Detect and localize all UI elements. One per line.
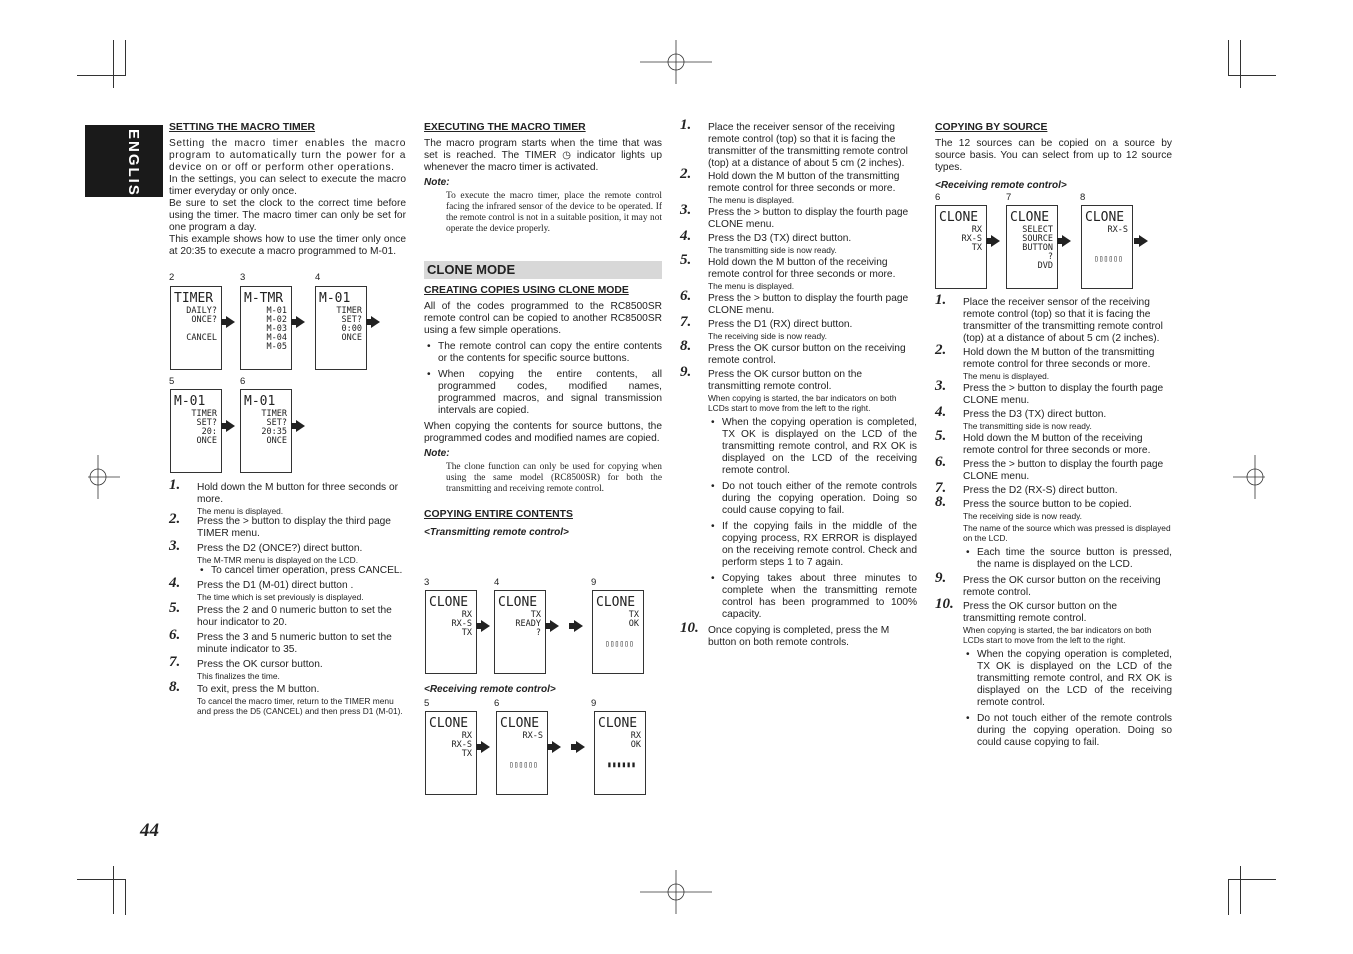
column-executing-clone — [424, 122, 662, 541]
step: 3. Press the > button to display the fourth page CLONE menu. — [680, 202, 909, 230]
step: 7. Press the D1 (RX) direct button. The receiving side is now ready. — [680, 314, 853, 341]
note-text: To execute the macro timer, place the remote control facing the infrared sensor of the device to be operated. If the remote control is not in a suitable position, it may not operate the device properly. — [446, 191, 662, 234]
column-copy-by-source — [935, 122, 1172, 194]
step: 5. Hold down the M button of the receiving remote control for three seconds or more. — [935, 428, 1151, 456]
figure-label: 9 — [591, 577, 597, 588]
macro-timer-steps — [169, 477, 406, 716]
lcd-display: M-01 TIMER SET? 20: ONCE — [170, 389, 222, 473]
subheading: <Receiving remote control> — [424, 684, 556, 695]
figure-label: 6 — [240, 376, 246, 387]
step: 8. Press the OK cursor button on the receiving remote control. — [680, 338, 906, 366]
lcd-display: TIMER DAILY? ONCE? CANCEL — [170, 286, 222, 370]
arrow-right-icon — [574, 620, 583, 632]
arrow-right-icon — [371, 316, 380, 328]
arrow-right-icon — [226, 316, 235, 328]
lcd-display: CLONE TX OK ▯▯▯▯▯▯ — [592, 590, 644, 674]
step: 2. Press the > button to display the third page TIMER menu. — [169, 511, 391, 539]
step: 4. Press the D3 (TX) direct button. The transmitting side is now ready. — [680, 228, 852, 255]
paragraph: The 12 sources can be copied on a source by source basis. You can select from up to 12 source types. — [935, 138, 1172, 173]
step: 7. Press the OK cursor button. This finalizes the time. — [169, 654, 323, 681]
section-title: EXECUTING THE MACRO TIMER — [424, 122, 586, 133]
section-title: COPYING BY SOURCE — [935, 122, 1048, 133]
step: 8. To exit, press the M button. To cancel the macro timer, return to the TIMER menu and press the D5 (CANCEL) and then press D1 (M-01). — [169, 679, 403, 716]
column-copy-entire-steps — [680, 117, 917, 649]
step: 8. Press the source button to be copied. The receiving side is now ready. The name of the source which was pressed is displayed on the LCD. • Each time the source button is pressed, the name is displayed on the LCD. — [935, 499, 1172, 571]
step: 9. Press the OK cursor button on the transmitting remote control. When copying is started, the bar indicators on both LCDs start to move from the left to the right. • When the copying operation is completed, TX OK is displayed on the LCD of the transmitting remote control, and RX OK is displayed on the LCD of the receiving remote control. • Do not touch either of the remote controls during the copying operation. Doing so could cause copying to fail. • If the copying fails in the middle of the copying process, RX ERROR is displayed on the receiving remote control. Check and perform steps 1 to 7 again. • Copying takes about three minutes to complete when the transmitting remote control has been programmed to 100% capacity. — [680, 369, 917, 621]
arrow-right-icon — [226, 420, 235, 432]
arrow-right-icon — [1062, 235, 1071, 247]
arrow-right-icon — [991, 235, 1000, 247]
figure-label: 2 — [169, 272, 175, 283]
lcd-display: M-TMR M-01 M-02 M-03 M-04 M-05 — [240, 286, 292, 370]
figure-label: 9 — [591, 698, 597, 709]
step: 2. Hold down the M button of the transmitting remote control for three seconds or more. The menu is displayed. — [680, 166, 900, 205]
arrow-right-icon — [296, 420, 305, 432]
step: 1. Place the receiver sensor of the receiving remote control (top) so that it is facing the transmitter of the transmitting remote control (top) at a distance of about 5 cm (2 inches). — [680, 117, 908, 169]
arrow-right-icon — [550, 620, 559, 632]
bullet: • The remote control can copy the entire contents or the contents for specific source buttons. — [424, 341, 662, 365]
paragraph: The macro program starts when the time that was set is reached. The TIMER ◷ indicator lights up whenever the macro timer is activated. — [424, 138, 662, 173]
note-label: Note: — [424, 177, 450, 188]
arrow-right-icon — [296, 316, 305, 328]
paragraph: Be sure to set the clock to the correct time before using the timer. The macro timer can only be set for one program a day. — [169, 198, 406, 233]
column-setting-macro-timer — [169, 122, 406, 258]
subheading: <Transmitting remote control> — [424, 527, 569, 538]
step: 4. Press the D1 (M-01) direct button . The time which is set previously is displayed. — [169, 575, 364, 602]
figure-label: 5 — [424, 698, 430, 709]
figure-label: 5 — [169, 376, 175, 387]
arrow-right-icon — [1139, 235, 1148, 247]
step: 1. Hold down the M button for three seconds or more. The menu is displayed. — [169, 477, 399, 516]
step: 9. Press the OK cursor button on the receiving remote control. — [935, 570, 1161, 598]
subheading: <Receiving remote control> — [935, 180, 1067, 191]
figure-label: 3 — [424, 577, 430, 588]
section-title: CREATING COPIES USING CLONE MODE — [424, 285, 629, 296]
paragraph: All of the codes programmed to the RC8500SR remote control can be copied to another RC8500SR using a few simple operations. — [424, 301, 662, 336]
paragraph: In the settings, you can select to execute the macro timer everyday or only once. — [169, 174, 406, 197]
step: 6. Press the 3 and 5 numeric button to set the minute indicator to 35. — [169, 627, 392, 655]
step: 5. Hold down the M button of the receiving remote control for three seconds or more. The menu is displayed. — [680, 252, 896, 291]
figure-label: 7 — [1006, 192, 1012, 203]
arrow-right-icon — [481, 741, 490, 753]
lcd-display: CLONE TX READY ? — [494, 590, 546, 674]
figure-label: 4 — [315, 272, 321, 283]
arrow-right-icon — [576, 741, 585, 753]
note-text: The clone function can only be used for copying when using the same model (RC8500SR) for both the transmitting and receiving remote control. — [446, 462, 662, 494]
figure-label: 6 — [494, 698, 500, 709]
lcd-display: M-01 TIMER SET? 20:35 ONCE — [240, 389, 292, 473]
paragraph: This example shows how to use the timer only once at 20:35 to execute a macro programmed to M-01. — [169, 234, 406, 257]
arrow-right-icon — [481, 620, 490, 632]
page-number: 44 — [140, 820, 159, 841]
step: 10. Once copying is completed, press the M button on both remote controls. — [680, 620, 890, 648]
copy-by-source-steps — [935, 292, 1172, 753]
bullet: • When copying the entire contents, all programmed codes, modified names, programmed macros, and signal transmission intervals are copied. — [424, 369, 662, 417]
figure-label: 3 — [240, 272, 246, 283]
lcd-display: CLONE RX-S ▯▯▯▯▯▯ — [496, 711, 548, 795]
lcd-display: CLONE SELECT SOURCE BUTTON ? DVD — [1006, 205, 1058, 289]
paragraph: When copying the contents for source buttons, the programmed codes and modified names are copied. — [424, 421, 662, 444]
figure-label: 4 — [494, 577, 500, 588]
lcd-display: CLONE RX RX-S TX — [425, 711, 477, 795]
note-label: Note: — [424, 448, 450, 459]
lcd-display: CLONE RX RX-S TX — [935, 205, 987, 289]
lcd-display: M-01 TIMER SET? 0:00 ONCE — [315, 286, 367, 370]
section-title: COPYING ENTIRE CONTENTS — [424, 509, 573, 520]
lcd-display: CLONE RX OK ▮▮▮▮▮▮ — [594, 711, 646, 795]
section-title: SETTING THE MACRO TIMER — [169, 122, 316, 133]
step: 6. Press the > button to display the fourth page CLONE menu. — [680, 288, 909, 316]
step: 3. Press the > button to display the fourth page CLONE menu. — [935, 378, 1164, 406]
language-tab: ENGLISH — [85, 125, 163, 197]
lcd-display: CLONE RX-S ▯▯▯▯▯▯ — [1081, 205, 1133, 289]
step: 5. Press the 2 and 0 numeric button to set the hour indicator to 20. — [169, 600, 392, 628]
arrow-right-icon — [552, 741, 561, 753]
step: 7. Press the D2 (RX-S) direct button. — [935, 480, 1118, 496]
lcd-display: CLONE RX RX-S TX — [425, 590, 477, 674]
step: 3. Press the D2 (ONCE?) direct button. The M-TMR menu is displayed on the LCD. • To cancel timer operation, press CANCEL. — [169, 543, 406, 577]
step: 2. Hold down the M button of the transmitting remote control for three seconds or more. The menu is displayed. — [935, 342, 1155, 381]
step: 1. Place the receiver sensor of the receiving remote control (top) so that it is facing the transmitter of the transmitting remote control (top) at a distance of about 5 cm (2 inches). — [935, 292, 1163, 344]
step: 10. Press the OK cursor button on the transmitting remote control. When copying is started, the bar indicators on both LCDs start to move from the left to the right. • When the copying operation is completed, TX OK is displayed on the LCD of the transmitting remote control, and RX OK is displayed on the LCD of the receiving remote control. • Do not touch either of the remote controls during the copying operation. Doing so could cause copying to fail. — [935, 601, 1172, 749]
figure-label: 6 — [935, 192, 941, 203]
paragraph: Setting the macro timer enables the macro program to automatically turn the power for a device on or off or perform other operations. — [169, 138, 406, 173]
step: 6. Press the > button to display the fourth page CLONE menu. — [935, 454, 1164, 482]
clone-mode-header: CLONE MODE — [424, 261, 662, 279]
step: 4. Press the D3 (TX) direct button. The transmitting side is now ready. — [935, 404, 1107, 431]
figure-label: 8 — [1080, 192, 1086, 203]
